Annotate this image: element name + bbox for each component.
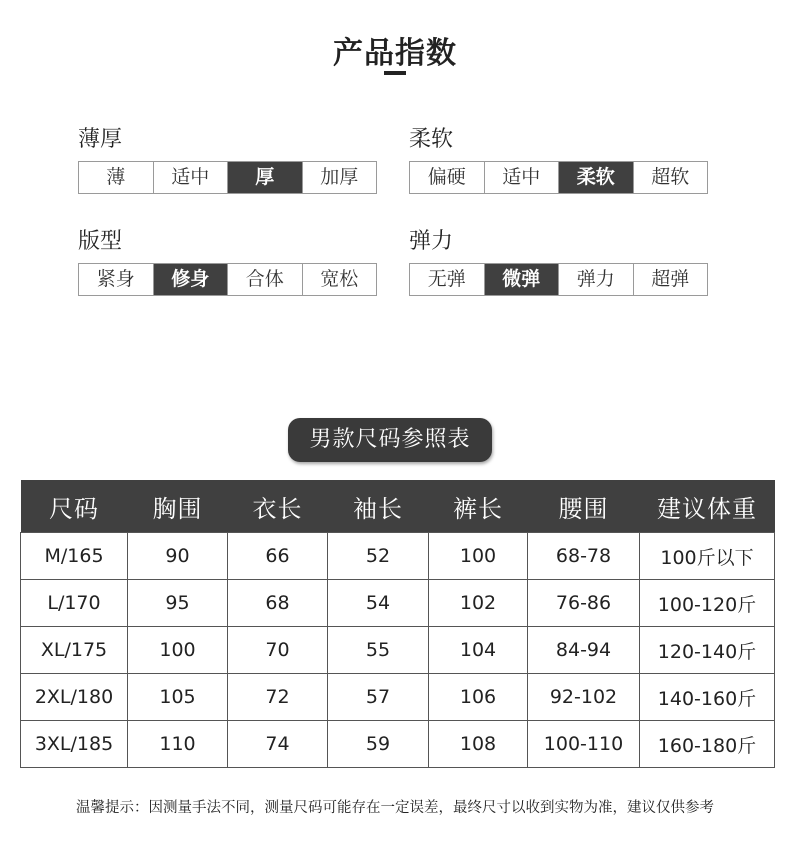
- option-slim-selected: 修身: [154, 264, 229, 295]
- table-cell: 105: [128, 674, 228, 721]
- table-cell: L/170: [21, 580, 128, 627]
- table-cell: 2XL/180: [21, 674, 128, 721]
- table-cell: 100-120斤: [640, 580, 775, 627]
- option-thin: 薄: [79, 162, 154, 193]
- option-medium: 适中: [154, 162, 229, 193]
- table-cell: 108: [429, 721, 528, 768]
- option-regular: 合体: [228, 264, 303, 295]
- attr-label: 弹力: [409, 229, 454, 254]
- table-cell: 52: [328, 533, 429, 580]
- table-cell: 66: [228, 533, 328, 580]
- table-cell: 90: [128, 533, 228, 580]
- option-stiff: 偏硬: [410, 162, 485, 193]
- size-chart-title: 男款尺码参照表: [288, 418, 492, 462]
- table-cell: 100: [128, 627, 228, 674]
- column-header: 胸围: [128, 480, 228, 533]
- attr-label: 薄厚: [78, 127, 123, 152]
- option-extra-thick: 加厚: [320, 166, 359, 188]
- table-cell: 102: [429, 580, 528, 627]
- table-cell: 68-78: [528, 533, 640, 580]
- option-medium: 适中: [485, 162, 560, 193]
- option-tight: 紧身: [79, 264, 154, 295]
- attr-elasticity: [409, 227, 708, 296]
- table-row: [21, 580, 775, 627]
- option-soft-selected: 柔软: [559, 162, 634, 193]
- option-loose: 宽松: [320, 268, 359, 290]
- table-cell: 84-94: [528, 627, 640, 674]
- size-table: [20, 480, 775, 768]
- column-header: 衣长: [228, 480, 328, 533]
- column-header: 建议体重: [640, 480, 775, 533]
- table-cell: M/165: [21, 533, 128, 580]
- table-row: [21, 627, 775, 674]
- option-slight-stretch-selected: 微弹: [485, 264, 560, 295]
- table-cell: 160-180斤: [640, 721, 775, 768]
- table-cell: 70: [228, 627, 328, 674]
- option-no-stretch: 无弹: [410, 264, 485, 295]
- option-super-stretch: 超弹: [651, 268, 690, 290]
- table-cell: 140-160斤: [640, 674, 775, 721]
- table-cell: 72: [228, 674, 328, 721]
- option-thick-selected: 厚: [228, 162, 303, 193]
- attr-thickness: [78, 125, 377, 194]
- table-cell: 95: [128, 580, 228, 627]
- attr-softness: [409, 125, 708, 194]
- table-cell: 110: [128, 721, 228, 768]
- table-cell: 104: [429, 627, 528, 674]
- attr-options: [409, 161, 708, 194]
- column-header: 袖长: [328, 480, 429, 533]
- table-header-row: [21, 480, 775, 533]
- column-header: 腰围: [528, 480, 640, 533]
- table-cell: 100斤以下: [640, 533, 775, 580]
- column-header: 尺码: [21, 480, 128, 533]
- measurement-note: 温馨提示：因测量手法不同，测量尺码可能存在一定误差，最终尺寸以收到实物为准，建议仅供参考: [76, 800, 714, 816]
- table-row: [21, 721, 775, 768]
- attr-label: 柔软: [409, 127, 454, 152]
- table-row: [21, 674, 775, 721]
- table-cell: 74: [228, 721, 328, 768]
- table-cell: 54: [328, 580, 429, 627]
- option-stretch: 弹力: [559, 264, 634, 295]
- table-cell: 59: [328, 721, 429, 768]
- table-cell: 100: [429, 533, 528, 580]
- table-cell: 100-110: [528, 721, 640, 768]
- attr-options: [409, 263, 708, 296]
- table-cell: 120-140斤: [640, 627, 775, 674]
- table-row: [21, 533, 775, 580]
- attr-label: 版型: [78, 229, 123, 254]
- attr-options: [78, 263, 377, 296]
- page-title: 产品指数: [333, 36, 457, 71]
- table-cell: 92-102: [528, 674, 640, 721]
- table-cell: 55: [328, 627, 429, 674]
- table-cell: XL/175: [21, 627, 128, 674]
- table-cell: 76-86: [528, 580, 640, 627]
- attr-fit: [78, 227, 377, 296]
- table-cell: 106: [429, 674, 528, 721]
- option-super-soft: 超软: [651, 166, 690, 188]
- table-cell: 68: [228, 580, 328, 627]
- attr-options: [78, 161, 377, 194]
- table-cell: 57: [328, 674, 429, 721]
- title-underline: [384, 71, 406, 75]
- table-cell: 3XL/185: [21, 721, 128, 768]
- column-header: 裤长: [429, 480, 528, 533]
